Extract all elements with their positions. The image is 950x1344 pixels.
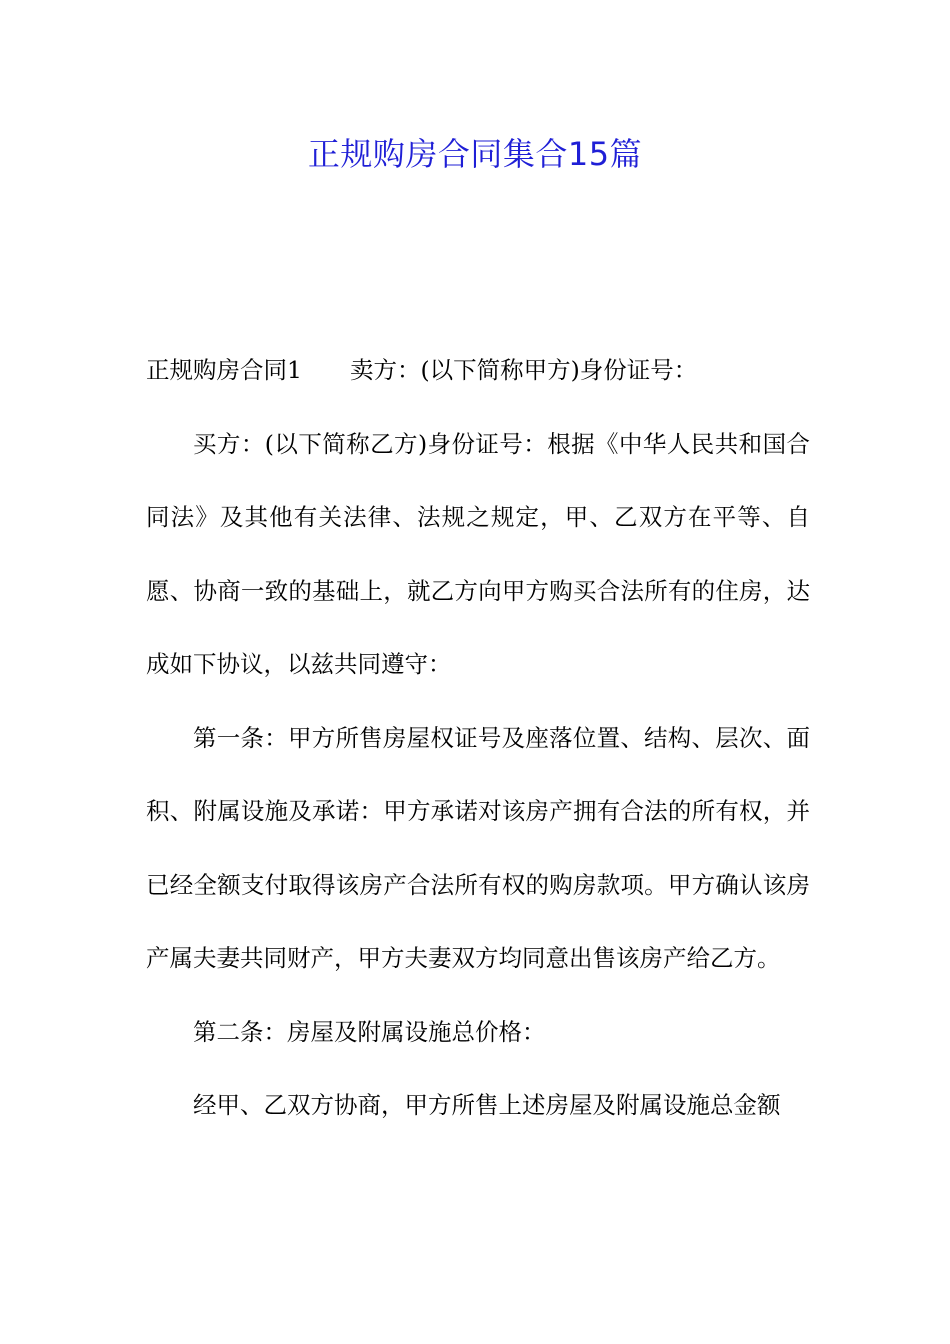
paragraph-contract-heading	[146, 334, 810, 408]
paragraph-article-2: 第二条：房屋及附属设施总价格：	[193, 1017, 546, 1046]
document-body	[146, 334, 810, 1143]
seller-line: 卖方：(以下简称甲方)身份证号：	[349, 356, 698, 384]
paragraph-buyer: 买方：(以下简称乙方)身份证号：根据《中华人民共和国合同法》及其他有关法律、法规之规定，甲、乙双方在平等、自愿、协商一致的基础上，就乙方向甲方购买合法所有的住房，达成如下协议，以兹共同遵守：	[146, 429, 810, 678]
contract-number-label: 正规购房合同1	[146, 356, 302, 384]
document-title: 正规购房合同集合15篇	[307, 135, 643, 173]
paragraph-price: 经甲、乙双方协商，甲方所售上述房屋及附属设施总金额	[193, 1091, 781, 1119]
paragraph-article-1: 第一条：甲方所售房屋权证号及座落位置、结构、层次、面积、附属设施及承诺：甲方承诺对该房产拥有合法的所有权，并已经全额支付取得该房产合法所有权的购房款项。甲方确认该房产属夫妻共同财产，甲方夫妻双方均同意出售该房产给乙方。	[146, 723, 810, 972]
